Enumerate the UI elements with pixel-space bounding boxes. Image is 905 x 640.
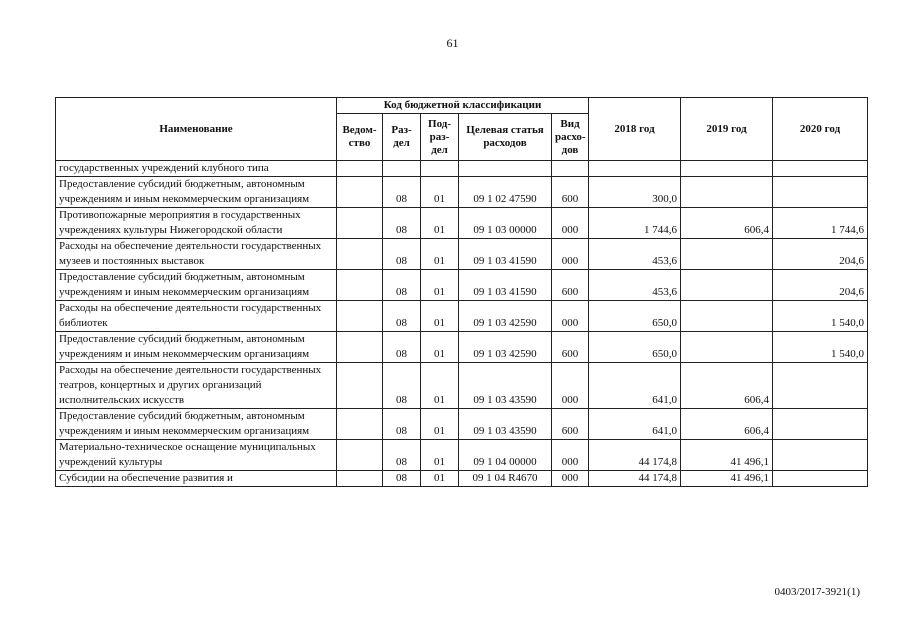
row-section: 08 bbox=[383, 177, 421, 208]
row-2020 bbox=[773, 440, 868, 471]
row-expense-type: 000 bbox=[552, 363, 589, 409]
header-name: Наименование bbox=[56, 98, 337, 161]
row-2019 bbox=[681, 161, 773, 177]
row-target-item: 09 1 03 00000 bbox=[459, 208, 552, 239]
row-2018: 641,0 bbox=[589, 409, 681, 440]
row-expense-type: 000 bbox=[552, 301, 589, 332]
row-expense-type: 000 bbox=[552, 208, 589, 239]
row-subsection: 01 bbox=[421, 363, 459, 409]
row-2020: 1 744,6 bbox=[773, 208, 868, 239]
table-row bbox=[56, 363, 868, 409]
page-number: 61 bbox=[446, 36, 459, 50]
row-department bbox=[337, 161, 383, 177]
row-section: 08 bbox=[383, 440, 421, 471]
row-2020 bbox=[773, 161, 868, 177]
row-name: Расходы на обеспечение деятельности государственных театров, концертных и других организаций исполнительских искусств bbox=[56, 363, 337, 409]
row-2019: 606,4 bbox=[681, 208, 773, 239]
row-2019 bbox=[681, 301, 773, 332]
header-budget-code: Код бюджетной классификации bbox=[337, 98, 589, 114]
row-section: 08 bbox=[383, 239, 421, 270]
row-name: Материально-техническое оснащение муниципальных учреждений культуры bbox=[56, 440, 337, 471]
row-2020: 204,6 bbox=[773, 239, 868, 270]
table-row bbox=[56, 471, 868, 487]
row-expense-type: 600 bbox=[552, 409, 589, 440]
row-target-item: 09 1 04 R4670 bbox=[459, 471, 552, 487]
row-department bbox=[337, 270, 383, 301]
header-section: Раз-дел bbox=[383, 114, 421, 161]
row-name: Противопожарные мероприятия в государственных учреждениях культуры Нижегородской области bbox=[56, 208, 337, 239]
row-section: 08 bbox=[383, 332, 421, 363]
row-2019 bbox=[681, 332, 773, 363]
row-subsection: 01 bbox=[421, 239, 459, 270]
row-2020 bbox=[773, 363, 868, 409]
row-2019 bbox=[681, 270, 773, 301]
document-code: 0403/2017-3921(1) bbox=[774, 586, 860, 598]
row-name: государственных учреждений клубного типа bbox=[56, 161, 337, 177]
table-row bbox=[56, 239, 868, 270]
row-expense-type bbox=[552, 161, 589, 177]
row-name: Расходы на обеспечение деятельности государственных библиотек bbox=[56, 301, 337, 332]
table-row bbox=[56, 177, 868, 208]
row-section: 08 bbox=[383, 301, 421, 332]
row-2018: 650,0 bbox=[589, 301, 681, 332]
row-2020: 1 540,0 bbox=[773, 301, 868, 332]
row-2018: 453,6 bbox=[589, 270, 681, 301]
row-expense-type: 600 bbox=[552, 270, 589, 301]
row-section: 08 bbox=[383, 363, 421, 409]
table-row bbox=[56, 332, 868, 363]
row-2018: 44 174,8 bbox=[589, 440, 681, 471]
row-department bbox=[337, 239, 383, 270]
header-2020: 2020 год bbox=[773, 98, 868, 161]
row-target-item: 09 1 04 00000 bbox=[459, 440, 552, 471]
row-2019: 41 496,1 bbox=[681, 440, 773, 471]
row-department bbox=[337, 301, 383, 332]
row-name: Расходы на обеспечение деятельности государственных музеев и постоянных выставок bbox=[56, 239, 337, 270]
row-name: Субсидии на обеспечение развития и bbox=[56, 471, 337, 487]
row-name: Предоставление субсидий бюджетным, автономным учреждениям и иным некоммерческим организациям bbox=[56, 177, 337, 208]
row-section bbox=[383, 161, 421, 177]
row-expense-type: 000 bbox=[552, 440, 589, 471]
row-2018: 300,0 bbox=[589, 177, 681, 208]
table-row bbox=[56, 208, 868, 239]
row-2020: 1 540,0 bbox=[773, 332, 868, 363]
row-2020 bbox=[773, 177, 868, 208]
row-expense-type: 000 bbox=[552, 239, 589, 270]
table-row bbox=[56, 161, 868, 177]
table-row bbox=[56, 409, 868, 440]
row-department bbox=[337, 363, 383, 409]
header-target-item: Целевая статья расходов bbox=[459, 114, 552, 161]
row-department bbox=[337, 471, 383, 487]
row-expense-type: 000 bbox=[552, 471, 589, 487]
row-target-item: 09 1 03 43590 bbox=[459, 363, 552, 409]
row-expense-type: 600 bbox=[552, 177, 589, 208]
row-target-item: 09 1 03 41590 bbox=[459, 270, 552, 301]
row-2018: 44 174,8 bbox=[589, 471, 681, 487]
row-name: Предоставление субсидий бюджетным, автономным учреждениям и иным некоммерческим организациям bbox=[56, 332, 337, 363]
row-subsection: 01 bbox=[421, 270, 459, 301]
row-target-item bbox=[459, 161, 552, 177]
row-section: 08 bbox=[383, 471, 421, 487]
header-2018: 2018 год bbox=[589, 98, 681, 161]
budget-table bbox=[55, 97, 868, 487]
row-2018: 650,0 bbox=[589, 332, 681, 363]
row-2020 bbox=[773, 409, 868, 440]
row-target-item: 09 1 03 41590 bbox=[459, 239, 552, 270]
row-department bbox=[337, 177, 383, 208]
row-subsection: 01 bbox=[421, 471, 459, 487]
row-2018: 641,0 bbox=[589, 363, 681, 409]
row-target-item: 09 1 03 42590 bbox=[459, 301, 552, 332]
row-subsection: 01 bbox=[421, 332, 459, 363]
table-row bbox=[56, 301, 868, 332]
row-expense-type: 600 bbox=[552, 332, 589, 363]
row-2019: 41 496,1 bbox=[681, 471, 773, 487]
table-row bbox=[56, 270, 868, 301]
row-department bbox=[337, 332, 383, 363]
row-2019: 606,4 bbox=[681, 363, 773, 409]
row-target-item: 09 1 03 43590 bbox=[459, 409, 552, 440]
row-target-item: 09 1 03 42590 bbox=[459, 332, 552, 363]
row-target-item: 09 1 02 47590 bbox=[459, 177, 552, 208]
row-department bbox=[337, 409, 383, 440]
row-subsection: 01 bbox=[421, 409, 459, 440]
row-section: 08 bbox=[383, 409, 421, 440]
row-2020: 204,6 bbox=[773, 270, 868, 301]
header-subsection: Под-раз-дел bbox=[421, 114, 459, 161]
row-2019: 606,4 bbox=[681, 409, 773, 440]
header-2019: 2019 год bbox=[681, 98, 773, 161]
row-2018: 453,6 bbox=[589, 239, 681, 270]
row-2018 bbox=[589, 161, 681, 177]
row-subsection: 01 bbox=[421, 301, 459, 332]
row-section: 08 bbox=[383, 270, 421, 301]
row-subsection bbox=[421, 161, 459, 177]
row-name: Предоставление субсидий бюджетным, автономным учреждениям и иным некоммерческим организациям bbox=[56, 270, 337, 301]
row-subsection: 01 bbox=[421, 208, 459, 239]
header-department: Ведом-ство bbox=[337, 114, 383, 161]
row-2020 bbox=[773, 471, 868, 487]
row-subsection: 01 bbox=[421, 177, 459, 208]
row-name: Предоставление субсидий бюджетным, автономным учреждениям и иным некоммерческим организациям bbox=[56, 409, 337, 440]
row-2019 bbox=[681, 177, 773, 208]
row-section: 08 bbox=[383, 208, 421, 239]
row-2018: 1 744,6 bbox=[589, 208, 681, 239]
row-department bbox=[337, 440, 383, 471]
row-2019 bbox=[681, 239, 773, 270]
row-department bbox=[337, 208, 383, 239]
row-subsection: 01 bbox=[421, 440, 459, 471]
table-row bbox=[56, 440, 868, 471]
header-expense-type: Вид расхо-дов bbox=[552, 114, 589, 161]
